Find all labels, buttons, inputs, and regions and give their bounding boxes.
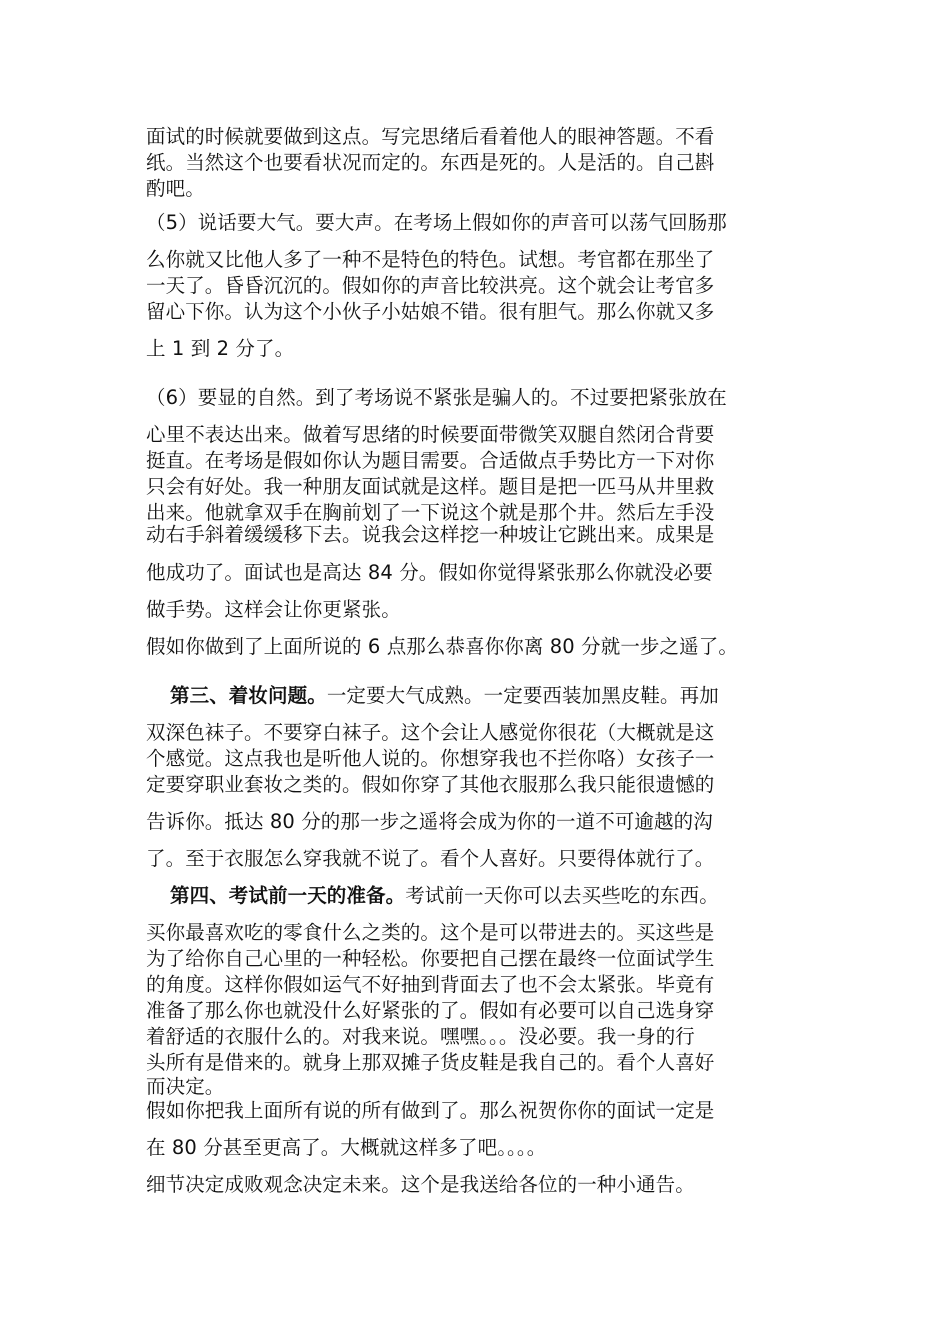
text-line: 为了给你自己心里的一种轻松。你要把自己摆在最终一位面试学生 [146, 947, 715, 970]
text-line: 面试的时候就要做到这点。写完思绪后看着他人的眼神答题。不看 [146, 125, 715, 148]
section-heading-fourth: 第四、考试前一天的准备。 [170, 884, 406, 907]
text-line: 头所有是借来的。就身上那双摊子货皮鞋是我自己的。看个人喜好 [146, 1051, 715, 1074]
text-line: 假如你做到了上面所说的 6 点那么恭喜你你离 80 分就一步之遥了。 [146, 635, 738, 658]
text-line: 一定要大气成熟。一定要西装加黑皮鞋。再加 [326, 684, 719, 707]
text-line: 动右手斜着缓缓移下去。说我会这样挖一种坡让它跳出来。成果是 [146, 523, 715, 546]
text-line: 假如你把我上面所有说的所有做到了。那么祝贺你你的面试一定是 [146, 1099, 715, 1122]
text-line: 而决定。 [146, 1075, 225, 1098]
text-line: 考试前一天你可以去买些吃的东西。 [405, 884, 719, 907]
text-line: （6）要显的自然。到了考场说不紧张是骗人的。不过要把紧张放在 [146, 386, 727, 409]
text-line: 告诉你。抵达 80 分的那一步之遥将会成为你的一道不可逾越的沟 [146, 810, 713, 833]
text-line: 出来。他就拿双手在胸前划了一下说这个就是那个井。然后左手没 [146, 501, 715, 524]
text-line: 在 80 分甚至更高了。大概就这样多了吧。。。。 [146, 1136, 547, 1159]
text-line: 的角度。这样你假如运气不好抽到背面去了也不会太紧张。毕竟有 [146, 973, 715, 996]
text-line: 留心下你。认为这个小伙子小姑娘不错。很有胆气。那么你就又多 [146, 300, 715, 323]
text-line: 纸。当然这个也要看状况而定的。东西是死的。人是活的。自己斟 [146, 151, 715, 174]
text-line: （5）说话要大气。要大声。在考场上假如你的声音可以荡气回肠那 [146, 211, 727, 234]
text-line: 着舒适的衣服什么的。对我来说。嘿嘿。。。没必要。我一身的行 [146, 1025, 695, 1048]
text-line: 细节决定成败观念决定未来。这个是我送给各位的一种小通告。 [146, 1173, 695, 1196]
text-line: 上 1 到 2 分了。 [146, 337, 295, 360]
text-line: 买你最喜欢吃的零食什么之类的。这个是可以带进去的。买这些是 [146, 921, 715, 944]
text-line: 了。至于衣服怎么穿我就不说了。看个人喜好。只要得体就行了。 [146, 847, 715, 870]
text-line: 做手势。这样会让你更紧张。 [146, 598, 401, 621]
text-line: 心里不表达出来。做着写思绪的时候要面带微笑双腿自然闭合背要 [146, 423, 715, 446]
text-line: 双深色袜子。不要穿白袜子。这个会让人感觉你很花（大概就是这 [146, 721, 715, 744]
text-line: 只会有好处。我一种朋友面试就是这样。题目是把一匹马从井里救 [146, 475, 715, 498]
paragraph-fourth [170, 884, 719, 908]
text-line: 么你就又比他人多了一种不是特色的特色。试想。考官都在那坐了 [146, 248, 715, 271]
text-line: 定要穿职业套妆之类的。假如你穿了其他衣服那么我只能很遗憾的 [146, 773, 715, 796]
text-line: 准备了那么你也就没什么好紧张的了。假如有必要可以自己选身穿 [146, 999, 715, 1022]
paragraph-third [170, 684, 719, 708]
text-line: 个感觉。这点我也是听他人说的。你想穿我也不拦你咯）女孩子一 [146, 747, 715, 770]
text-line: 他成功了。面试也是高达 84 分。假如你觉得紧张那么你就没必要 [146, 561, 713, 584]
text-line: 酌吧。 [146, 177, 205, 200]
section-heading-third: 第三、着妆问题。 [170, 684, 327, 707]
text-line: 一天了。昏昏沉沉的。假如你的声音比较洪亮。这个就会让考官多 [146, 274, 715, 297]
text-line: 挺直。在考场是假如你认为题目需要。合适做点手势比方一下对你 [146, 449, 715, 472]
